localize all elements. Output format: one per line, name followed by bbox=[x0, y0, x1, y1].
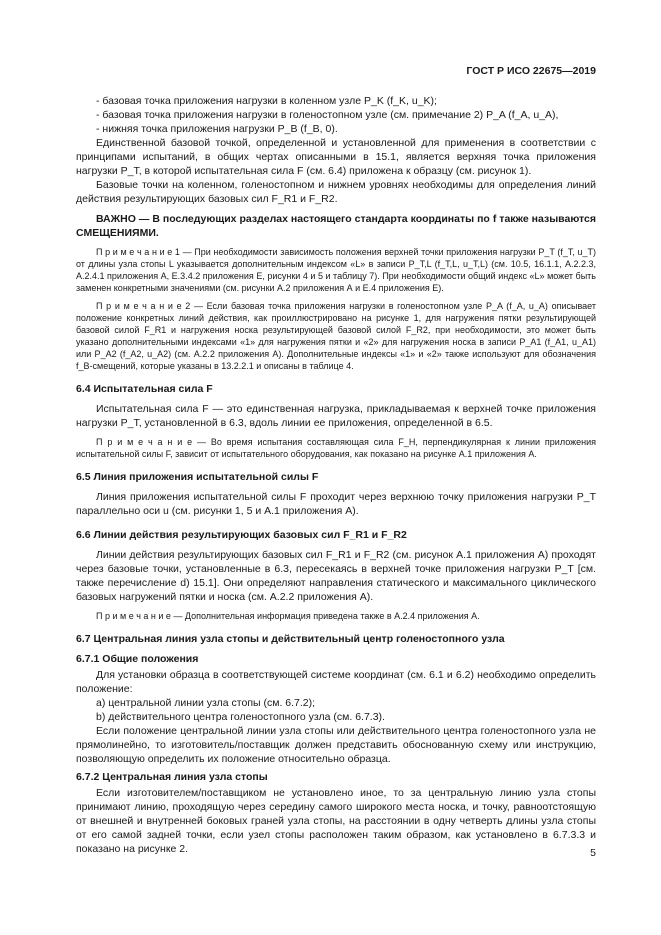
paragraph-6-7-2: Если изготовителем/поставщиком не установлено иное, то за центральную линию узла стопы принимают линию, проходящую через середину самого широкого места носка, и точку, равноотстоящую от внешней и внутренней боковых граней узла стопы, на расстоянии в одну четверть длины узла стопы от его самой задней точки, если узел стопы расположен таким образом, как установлено в 6.7.3.3 и показано на рисунке 2. bbox=[76, 787, 596, 855]
list-item-a: а) центральной линии узла стопы (см. 6.7.2); bbox=[96, 697, 316, 709]
paragraph-6-7-1: Для установки образца в соответствующей системе координат (см. 6.1 и 6.2) необходимо определить положение: bbox=[76, 669, 596, 695]
heading-6-5: 6.5 Линия приложения испытательной силы F bbox=[76, 471, 319, 483]
heading-6-7-2: 6.7.2 Центральная линия узла стопы bbox=[76, 771, 268, 783]
important-notice: ВАЖНО — В последующих разделах настоящего стандарта координаты по f также называются СМЕЩЕНИЯМИ. bbox=[76, 213, 596, 239]
paragraph-6-6: Линии действия результирующих базовых сил F_R1 и F_R2 (см. рисунок А.1 приложения А) проходят через базовые точки, установленные в 6.3, пересекаясь в верхней точке приложения нагрузки P_T [см. также перечисление d) 15.1]. Они определяют направления статического и максимального циклического базовых нагружений пятки и носка (см. А.2.2 приложения А). bbox=[76, 549, 596, 603]
page-number: 5 bbox=[590, 847, 596, 859]
standard-header: ГОСТ Р ИСО 22675—2019 bbox=[466, 65, 596, 77]
note-2: П р и м е ч а н и е 2 — Если базовая точка приложения нагрузки в голеностопном узле P_A (f_A, u_A) описывает положение конкретных линий действия, как проиллюстрировано на рисунке 1, для нагружения пятки результирующей базовой силой F_R1 и нагружения носка результирующей базовой силой F_R2, при необходимости, это может быть указано дополнительными индексами «1» для нагружения пятки и «2» для нагружения носка в записи P_A1 (f_A1, u_A1) или P_A2 (f_A2, u_A2) (см. А.2.2 приложения А). Дополнительные индексы «1» и «2» также используют для обозначения f_B-смещений, которые указаны в 13.2.2.1 и описаны в таблице 4. bbox=[76, 301, 596, 371]
heading-6-7-1: 6.7.1 Общие положения bbox=[76, 653, 199, 665]
paragraph-reference-points: Базовые точки на коленном, голеностопном и нижнем уровнях необходимы для определения линий действия результирующих базовых сил F_R1 и F_R2. bbox=[76, 179, 596, 205]
bullet-knee-point: - базовая точка приложения нагрузки в коленном узле P_K (f_K, u_K); bbox=[96, 95, 437, 107]
note-1: П р и м е ч а н и е 1 — При необходимости зависимость положения верхней точки приложения нагрузки P_T (f_T, u_T) от длины узла стопы L указывается дополнительным индексом «L» в записи P_T,L (f_T,L, u_T,L) (см. 10.5, 16.1.1, А.2.2.3, А.2.4.1 приложения А, Е.3.4.2 приложения Е, рисунки 4 и 5 и таблицу 7). При необходимости общий индекс «L» может быть заменен конкретными значениями (см. рисунки А.2 приложения А и Е.4 приложения Е). bbox=[76, 247, 596, 293]
note-6-6: П р и м е ч а н и е — Дополнительная информация приведена также в А.2.4 приложения А. bbox=[96, 611, 480, 621]
list-item-b: b) действительного центра голеностопного узла (см. 6.7.3). bbox=[96, 711, 385, 723]
page-body bbox=[76, 94, 596, 856]
heading-6-4: 6.4 Испытательная сила F bbox=[76, 383, 213, 395]
paragraph-6-4: Испытательная сила F — это единственная нагрузка, прикладываемая к верхней точке приложения нагрузки P_T, установленной в 6.3, вдоль линии ее приложения, определенной в 6.5. bbox=[76, 403, 596, 429]
paragraph-top-load-point: Единственной базовой точкой, определенной и установленной для применения в соответствии с принципами испытаний, в общих чертах описанными в 15.1, является верхняя точка приложения нагрузки P_T, в которой испытательная сила F (см. 6.4) приложена к образцу (см. рисунок 1). bbox=[76, 137, 596, 177]
heading-6-7: 6.7 Центральная линия узла стопы и действительный центр голеностопного узла bbox=[76, 633, 505, 645]
paragraph-6-5: Линия приложения испытательной силы F проходит через верхнюю точку приложения нагрузки P_T параллельно оси u (см. рисунки 1, 5 и А.1 приложения А). bbox=[76, 491, 596, 517]
paragraph-6-7-1-b: Если положение центральной линии узла стопы или действительного центра голеностопного узла не прямолинейно, то изготовитель/поставщик должен представить обоснованную схему или инструкцию, позволяющую определить их положение относительно образца. bbox=[76, 725, 596, 765]
note-6-4: П р и м е ч а н и е — Во время испытания составляющая сила F_H, перпендикулярная к линии приложения испытательной силы F, зависит от испытательного оборудования, как показано на рисунке А.1 приложения А. bbox=[76, 437, 596, 459]
heading-6-6: 6.6 Линии действия результирующих базовых сил F_R1 и F_R2 bbox=[76, 529, 407, 541]
bullet-bottom-point: - нижняя точка приложения нагрузки P_B (f_B, 0). bbox=[96, 123, 338, 135]
bullet-ankle-point: - базовая точка приложения нагрузки в голеностопном узле (см. примечание 2) P_A (f_A, u_A), bbox=[96, 109, 559, 121]
